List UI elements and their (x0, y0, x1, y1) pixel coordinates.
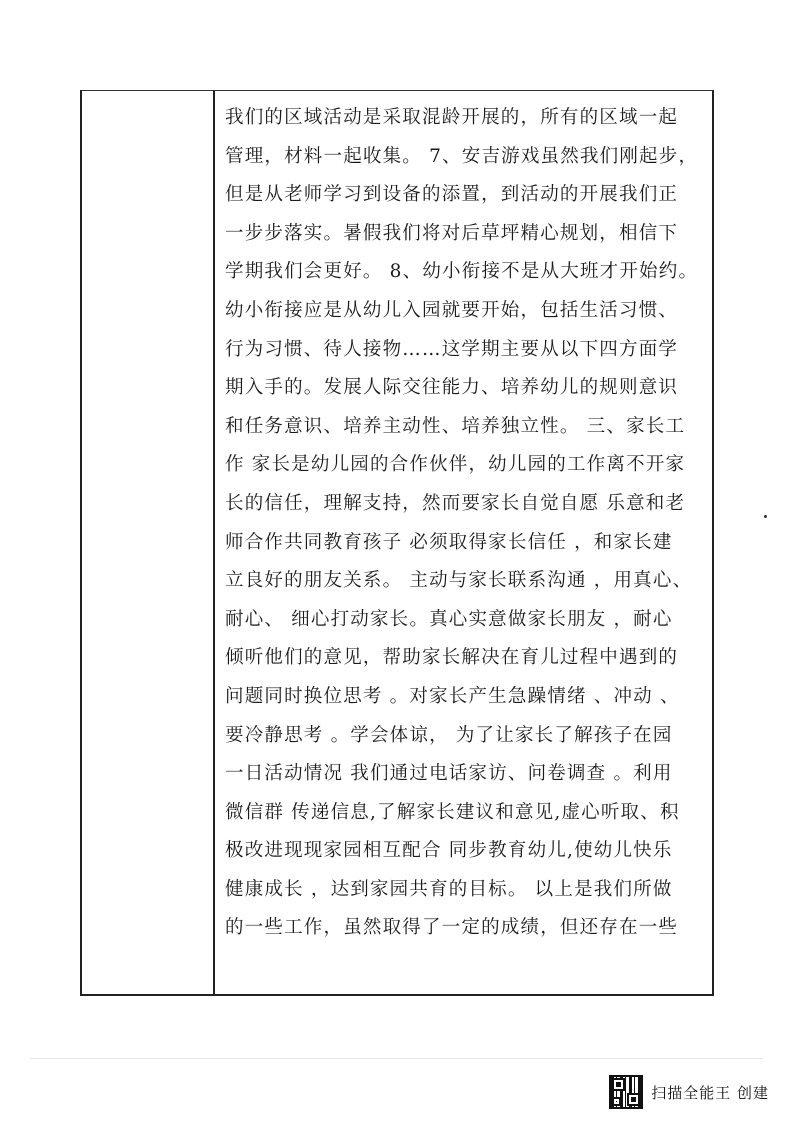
text-line: 但是从老师学习到设备的添置，到活动的开展我们正 (225, 184, 679, 206)
text-line: 学期我们会更好。 8、幼小衔接不是从大班才开始约。 (225, 261, 699, 283)
text-line: 微信群 传递信息,了解家长建议和意见,虚心听取、积 (225, 801, 680, 823)
text-line: 耐心、 细心打动家长。真心实意做家长朋友 ，耐心 (225, 608, 673, 630)
form-table (80, 90, 714, 996)
watermark-text: 扫描全能王 创建 (651, 1083, 769, 1102)
qr-code-icon (609, 1075, 643, 1109)
text-line: 和任务意识、培养主动性、培养独立性。 三、家长工 (225, 415, 686, 437)
text-line: 管理，材料一起收集。 7、安吉游戏虽然我们刚起步， (225, 145, 699, 167)
text-line: 立良好的朋友关系。 主动与家长联系沟通 ，用真心、 (225, 570, 693, 592)
text-line: 作 家长是幼儿园的合作伙伴，幼儿园的工作离不开家 (225, 454, 686, 476)
text-line: 问题同时换位思考 。对家长产生急躁情绪 、冲动 、 (225, 685, 680, 707)
text-line: 的一些工作，虽然取得了一定的成绩，但还存在一些 (225, 917, 679, 939)
text-line: 行为习惯、待人接物……这学期主要从以下四方面学 (225, 338, 679, 360)
text-line: 期入手的。发展人际交往能力、培养幼儿的规则意识 (225, 377, 679, 399)
text-line: 长的信任，理解支持，然而要家长自觉自愿 乐意和老 (225, 492, 686, 514)
text-line: 极改进现现家园相互配合 同步教育幼儿,使幼儿快乐 (225, 840, 673, 862)
scan-speck (764, 515, 767, 518)
text-line: 一日活动情况 我们通过电话家访、问卷调查 。利用 (225, 763, 673, 785)
scanner-watermark (609, 1072, 769, 1112)
table-content-cell (225, 99, 715, 948)
table-label-column (82, 91, 215, 994)
text-line: 幼小衔接应是从幼儿入园就要开始，包括生活习惯、 (225, 299, 679, 321)
text-line: 一步步落实。暑假我们将对后草坪精心规划，相信下 (225, 222, 679, 244)
text-line: 健康成长 ，达到家园共育的目标。 以上是我们所做 (225, 878, 673, 900)
text-line: 倾听他们的意见，帮助家长解决在育儿过程中遇到的 (225, 647, 679, 669)
text-line: 要冷静思考 。学会体谅， 为了让家长了解孩子在园 (225, 724, 673, 746)
footer-divider (30, 1058, 763, 1059)
text-line: 师合作共同教育孩子 必须取得家长信任 ，和家长建 (225, 531, 673, 553)
text-line: 我们的区域活动是采取混龄开展的，所有的区域一起 (225, 107, 679, 128)
